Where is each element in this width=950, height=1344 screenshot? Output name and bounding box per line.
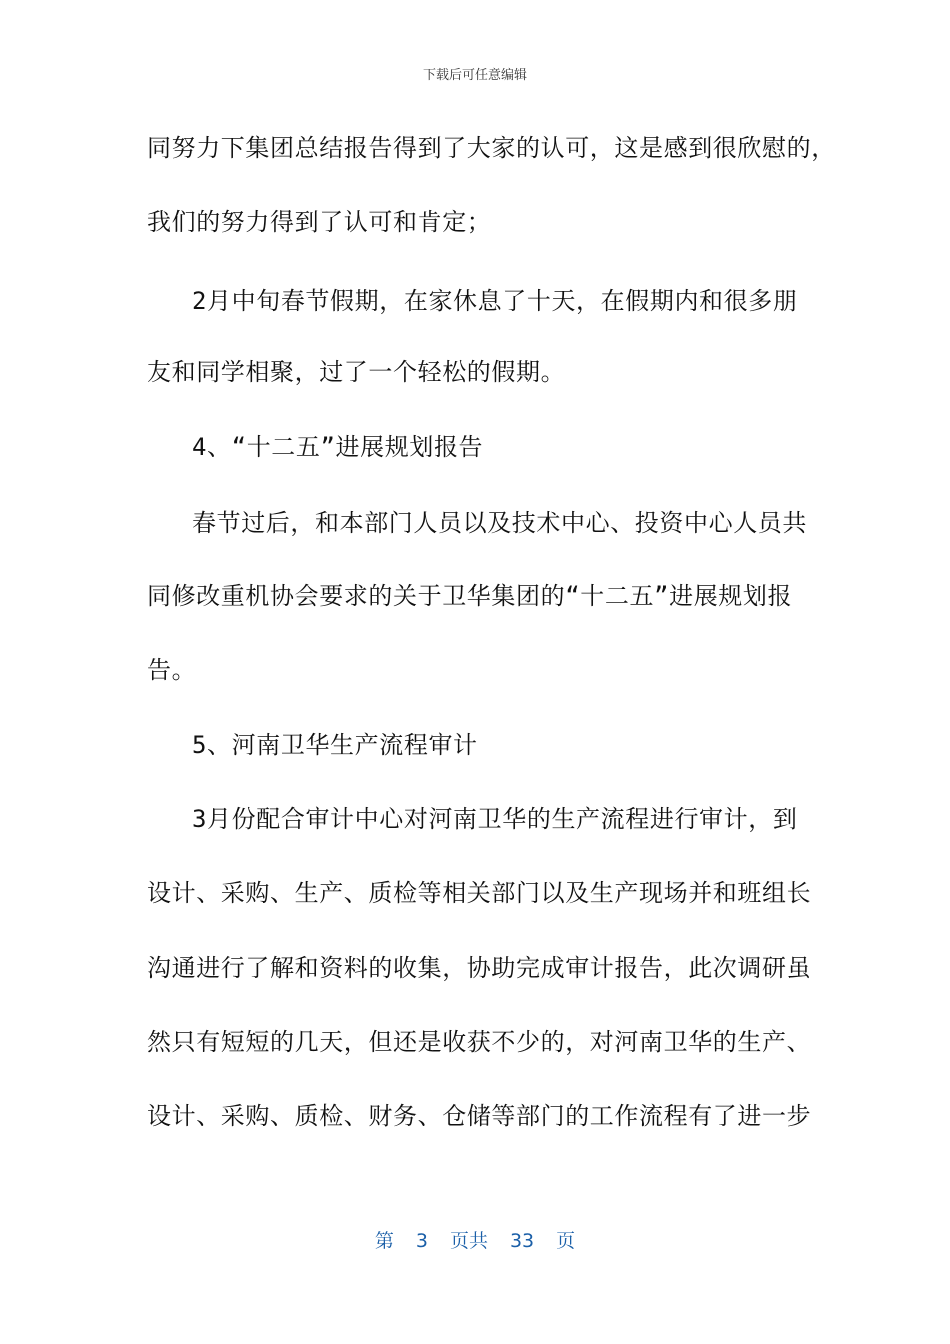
text-line: 告。 [147,656,197,684]
current-page-number: 3 [415,1230,428,1252]
text-line: 友和同学相聚，过了一个轻松的假期。 [147,358,566,386]
text-line: 同努力下集团总结报告得到了大家的认可，这是感到很欣慰的， [147,134,836,162]
text-line: 春节过后，和本部门人员以及技术中心、投资中心人员共 [192,509,807,537]
page-footer [0,1226,950,1253]
text-line: 设计、采购、质检、财务、仓储等部门的工作流程有了进一步 [147,1102,812,1130]
section-heading: 4、“十二五”进展规划报告 [192,433,484,461]
text-line: 同修改重机协会要求的关于卫华集团的“十二五”进展规划报 [147,582,793,610]
text-line: 沟通进行了解和资料的收集，协助完成审计报告，此次调研虽 [147,954,812,982]
section-heading: 5、河南卫华生产流程审计 [192,731,478,759]
footer-prefix: 第 [374,1230,394,1252]
footer-middle: 页共 [449,1230,488,1252]
text-line: 然只有短短的几天，但还是收获不少的，对河南卫华的生产、 [147,1028,812,1056]
text-line: 我们的努力得到了认可和肯定； [147,208,492,236]
text-line: 设计、采购、生产、质检等相关部门以及生产现场并和班组长 [147,879,812,907]
total-pages-number: 33 [509,1230,535,1252]
text-line: 2月中旬春节假期，在家休息了十天，在假期内和很多朋 [192,287,798,315]
footer-suffix: 页 [556,1230,576,1252]
header-watermark: 下载后可任意编辑 [422,68,527,83]
text-line: 3月份配合审计中心对河南卫华的生产流程进行审计，到 [192,805,798,833]
